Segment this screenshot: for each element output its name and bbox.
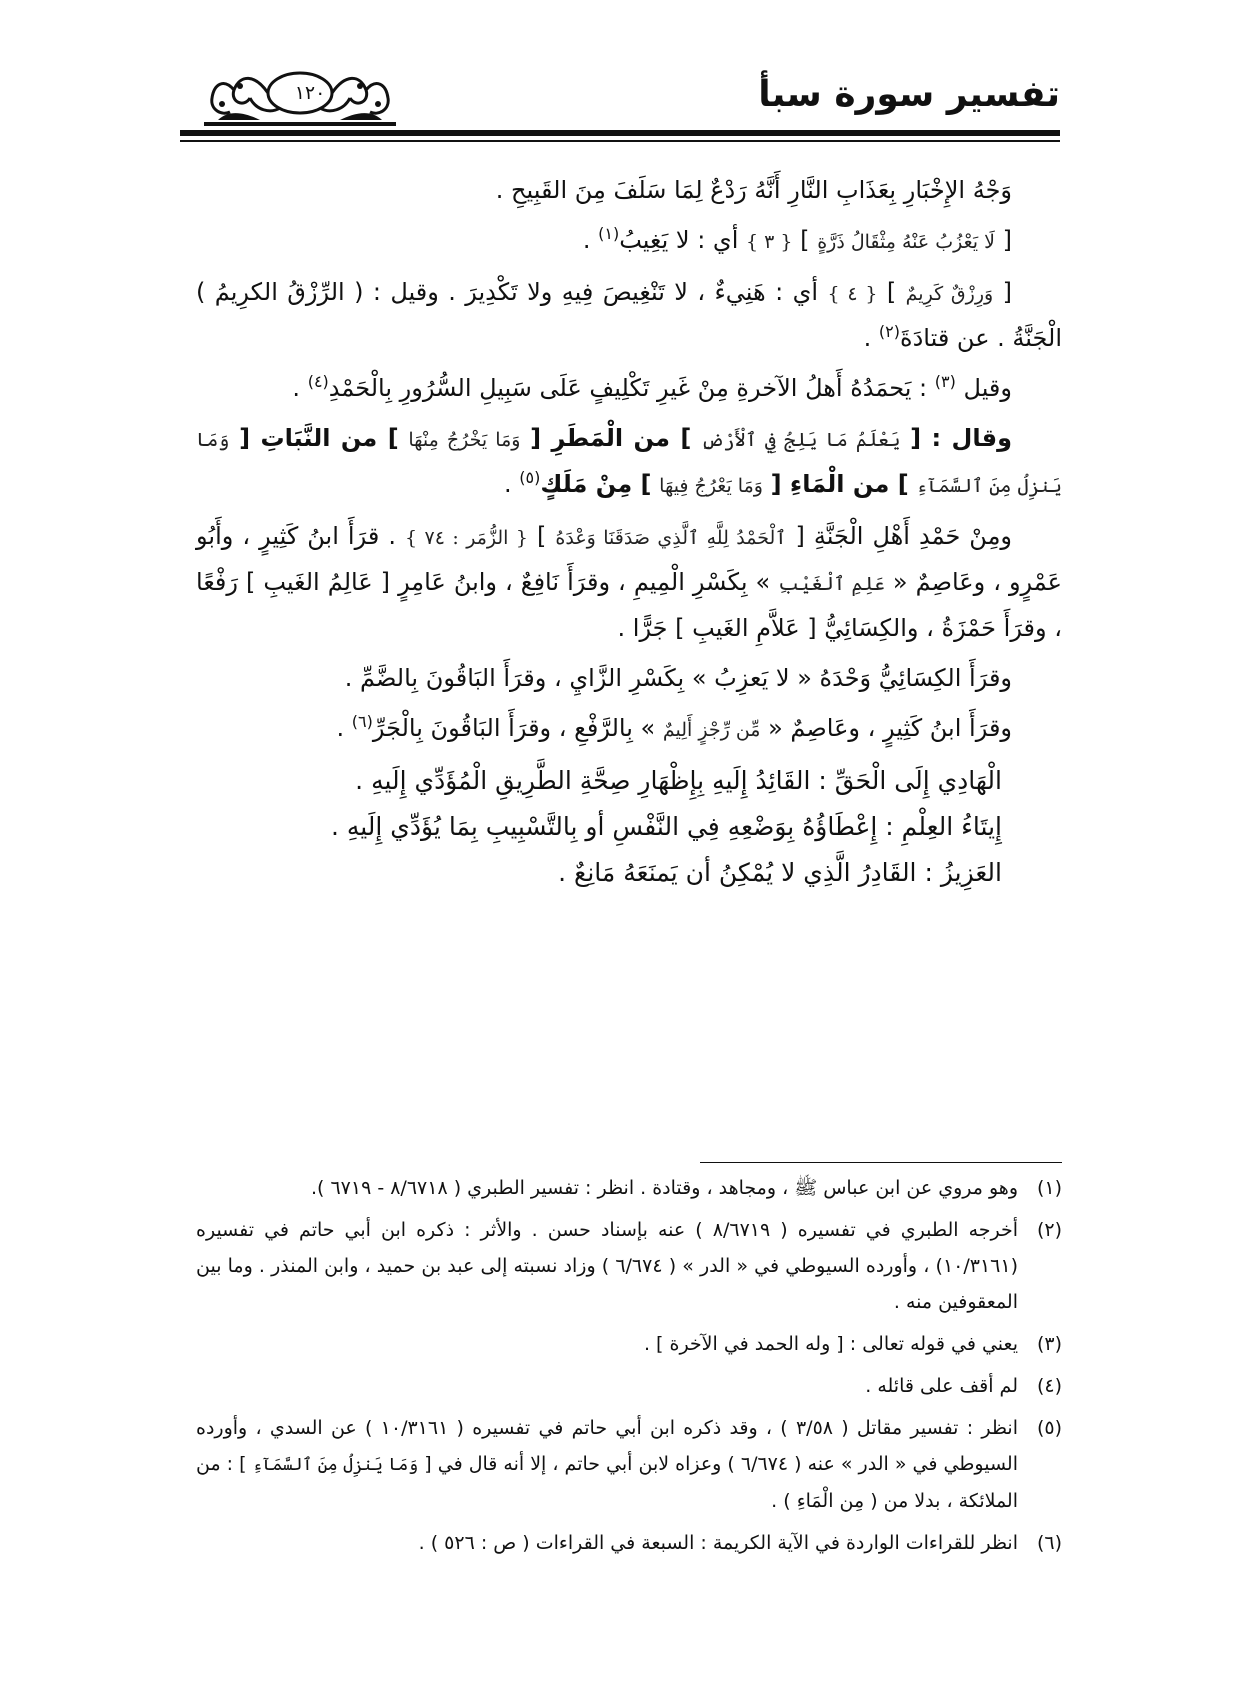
page-number: ١٢٠ bbox=[294, 82, 326, 104]
footnote-item bbox=[196, 1410, 1062, 1519]
header-rule-thick bbox=[180, 130, 1060, 136]
page-number-ornament bbox=[200, 64, 400, 126]
paragraph-text: : يَحمَدُهُ أَهلُ الآخرةِ مِنْ غَيرِ تَكْلِيفٍ عَلَى سَبِيلِ السُّرُورِ بِالْحَمْدِ bbox=[328, 374, 928, 402]
quran-quote: ٱلْحَمْدُ لِلَّهِ ٱلَّذِي صَدَقَنَا وَعْدَهُ bbox=[555, 527, 787, 549]
definition-item: الْهَادِي إِلَى الْحَقِّ : القَائِدُ إِلَيهِ بِإِظْهَارِ صِحَّةِ الطَّرِيقِ الْمُؤَدِّي إِلَيهِ . bbox=[355, 766, 1002, 795]
sentence-end: . bbox=[292, 374, 301, 402]
paragraph-3 bbox=[196, 270, 1062, 360]
footnote-item bbox=[196, 1525, 1062, 1561]
footnote-text: يعني في قوله تعالى : [ وله الحمد في الآخرة ] . bbox=[643, 1333, 1018, 1355]
footnote-text-end: ] : من الملائكة ، بدلا من ( مِن الْمَاءِ ) . bbox=[196, 1453, 1018, 1512]
quran-quote: وَمَا يَنزِلُ مِنَ ٱلسَّمَآءِ bbox=[196, 429, 1062, 497]
footnote-number: (١) bbox=[1036, 1177, 1062, 1199]
bracket-close: ] bbox=[800, 226, 810, 254]
footnote-ref[interactable]: (٢) bbox=[878, 322, 901, 341]
ayah-number: { ٤ } bbox=[827, 283, 878, 305]
footnote-text-start: انظر : تفسير مقاتل ( ٣/٥٨ ) ، وقد ذكره ابن أبي حاتم في تفسيره ( ١٠/٣١٦١ ) عن السدي ، وأورده السيوطي في « الدر » عنه ( ٦/٦٧٤ ) وعزاه لابن أبي حاتم ، إلا أنه قال في [ bbox=[196, 1417, 1018, 1475]
paragraph-4 bbox=[196, 366, 1062, 410]
sentence-end: . bbox=[336, 714, 345, 742]
definition-item: إِيتَاءُ العِلْمِ : إِعْطَاؤُهُ بِوَضْعِهِ فِي النَّفْسِ أو بِالتَّسْبِيبِ بِمَا يُؤَدِّي إِلَيهِ . bbox=[330, 812, 1002, 841]
paragraph-5 bbox=[196, 416, 1062, 508]
footnote-item bbox=[196, 1170, 1062, 1206]
bracket-close: ] bbox=[886, 278, 897, 306]
paragraph-1: وَجْهُ الإِخْبَارِ بِعَذَابِ النَّارِ أَنَّهُ رَدْعٌ لِمَا سَلَفَ مِنَ القَبِيحِ . bbox=[495, 176, 1012, 204]
text-segment: » بِكَسْرِ الْمِيمِ ، وقرَأَ نَافِعٌ ، وابنُ عَامِرٍ [ عَالِمُ الغَيبِ ] رَفْعًا ، وقرَأَ حَمْزَةُ ، والكِسَائِيُّ [ عَلاَّمِ الغَيبِ ] جَرًّا . bbox=[196, 568, 1062, 642]
footnote-number: (٣) bbox=[1036, 1333, 1062, 1355]
footnote-ref[interactable]: (٦) bbox=[351, 712, 373, 731]
footnote-ref[interactable]: (٥) bbox=[519, 468, 541, 487]
footnote-text: وهو مروي عن ابن عباس ﷺ ، ومجاهد ، وقتادة . انظر : تفسير الطبري ( ٨/٦٧١٨ - ٦٧١٩ ). bbox=[310, 1177, 1018, 1199]
bracket-open: [ bbox=[1002, 278, 1012, 306]
paragraph-7: وقرَأَ الكِسَائِيُّ وَحْدَهُ « لا يَعزِبُ » بِكَسْرِ الزَّايِ ، وقرَأَ البَاقُونَ بِالضَّمِّ . bbox=[344, 664, 1012, 692]
definitions-list bbox=[196, 758, 1062, 896]
paragraph-2 bbox=[196, 218, 1062, 264]
text-segment: ] مِنْ مَلَكٍ bbox=[540, 470, 652, 498]
quran-quote: عَلِمِ ٱلْغَيْبِ bbox=[778, 573, 885, 595]
quran-quote: لَا يَعْزُبُ عَنْهُ مِثْقَالُ ذَرَّةٍ bbox=[817, 231, 995, 253]
quran-quote: وَمَا يَنزِلُ مِنَ ٱلسَّمَآءِ bbox=[252, 1455, 419, 1475]
footnote-number: (٤) bbox=[1036, 1375, 1062, 1397]
footnotes bbox=[196, 1170, 1062, 1567]
text-segment: ] من الْمَطَرِ [ bbox=[530, 424, 692, 452]
paragraph-start: وقيل bbox=[963, 374, 1012, 402]
bracket-open: [ bbox=[1002, 226, 1012, 254]
footnote-number: (٦) bbox=[1036, 1532, 1062, 1554]
footnote-text: انظر للقراءات الواردة في الآية الكريمة : السبعة في القراءات ( ص : ٥٢٦ ) . bbox=[418, 1532, 1018, 1554]
footnote-item bbox=[196, 1212, 1062, 1320]
text-segment: وقال : [ bbox=[910, 424, 1012, 452]
text-segment: ] من النَّبَاتِ [ bbox=[239, 424, 399, 452]
ayah-number: { الزُّمَر : ٧٤ } bbox=[405, 527, 528, 549]
quran-quote: وَمَا يَخْرُجُ مِنْهَا bbox=[408, 429, 521, 451]
footnote-number: (٢) bbox=[1036, 1219, 1062, 1241]
text-segment: ] bbox=[536, 522, 547, 550]
footnote-number: (٥) bbox=[1036, 1417, 1062, 1439]
quran-quote: مِّن رِّجْزٍ أَلِيمٌ bbox=[662, 719, 761, 741]
text-segment: ومِنْ حَمْدِ أَهْلِ الْجَنَّةِ [ bbox=[795, 522, 1013, 550]
footnote-text: أخرجه الطبري في تفسيره ( ٨/٦٧١٩ ) عنه بإسناد حسن . والأثر : ذكره ابن أبي حاتم في تفسيره (١٠/٣١٦١) ، وأورده السيوطي في « الدر » ( ٦/٦٧٤ ) وزاد نسبته إلى عبد بن حميد ، وابن المنذر . وما بين المعقوفين منه . bbox=[196, 1219, 1019, 1313]
sentence-end: . bbox=[582, 226, 591, 254]
footnote-item bbox=[196, 1326, 1062, 1362]
quran-quote: وَرِزْقٌ كَرِيمٌ bbox=[905, 283, 994, 305]
text-segment: » بِالرَّفْعِ ، وقرَأَ البَاقُونَ بِالْجَرِّ bbox=[372, 714, 656, 742]
paragraph-8 bbox=[196, 706, 1062, 752]
footnote-separator bbox=[700, 1162, 1062, 1163]
paragraph-6 bbox=[196, 514, 1062, 650]
ayah-number: { ٣ } bbox=[746, 231, 793, 253]
definition-item: العَزِيزُ : القَادِرُ الَّذِي لا يُمْكِنُ أن يَمنَعَهُ مَانِعٌ . bbox=[558, 858, 1002, 887]
footnote-text bbox=[196, 1410, 1018, 1519]
sentence-end: . bbox=[504, 470, 512, 498]
footnote-ref[interactable]: (١) bbox=[598, 224, 620, 243]
text-segment: ] من الْمَاءِ [ bbox=[770, 470, 909, 498]
text-segment: . قرَأَ ابنُ كَثِيرٍ ، وأَبُو عَمْرٍو ، وعَاصِمٌ « bbox=[196, 522, 1062, 596]
header-title: تفسير سورة سبأ bbox=[758, 74, 1060, 115]
header-rule-thin bbox=[180, 140, 1060, 142]
footnote-text: لم أقف على قائله . bbox=[865, 1375, 1018, 1397]
footnote-ref[interactable]: (٣) bbox=[934, 372, 956, 391]
paragraph-text: أي : لا يَغِيبُ bbox=[619, 226, 739, 254]
quran-quote: يَعْلَمُ مَا يَلِجُ فِي ٱلْأَرْضِ bbox=[701, 429, 901, 451]
footnote-item bbox=[196, 1368, 1062, 1404]
main-text bbox=[196, 168, 1062, 896]
text-segment: وقرَأَ ابنُ كَثِيرٍ ، وعَاصِمٌ « bbox=[768, 714, 1012, 742]
quran-quote: وَمَا يَعْرُجُ فِيهَا bbox=[659, 475, 763, 497]
footnote-ref[interactable]: (٤) bbox=[307, 372, 329, 391]
sentence-end: . bbox=[863, 324, 872, 352]
paragraph-text: أي : هَنِيءٌ ، لا تَنْغِيصَ فِيهِ ولا تَكْدِيرَ . وقيل : ( الرِّزْقُ الكرِيمُ ) الْجَنَّةُ . عن قتادَةَ bbox=[196, 278, 1062, 352]
